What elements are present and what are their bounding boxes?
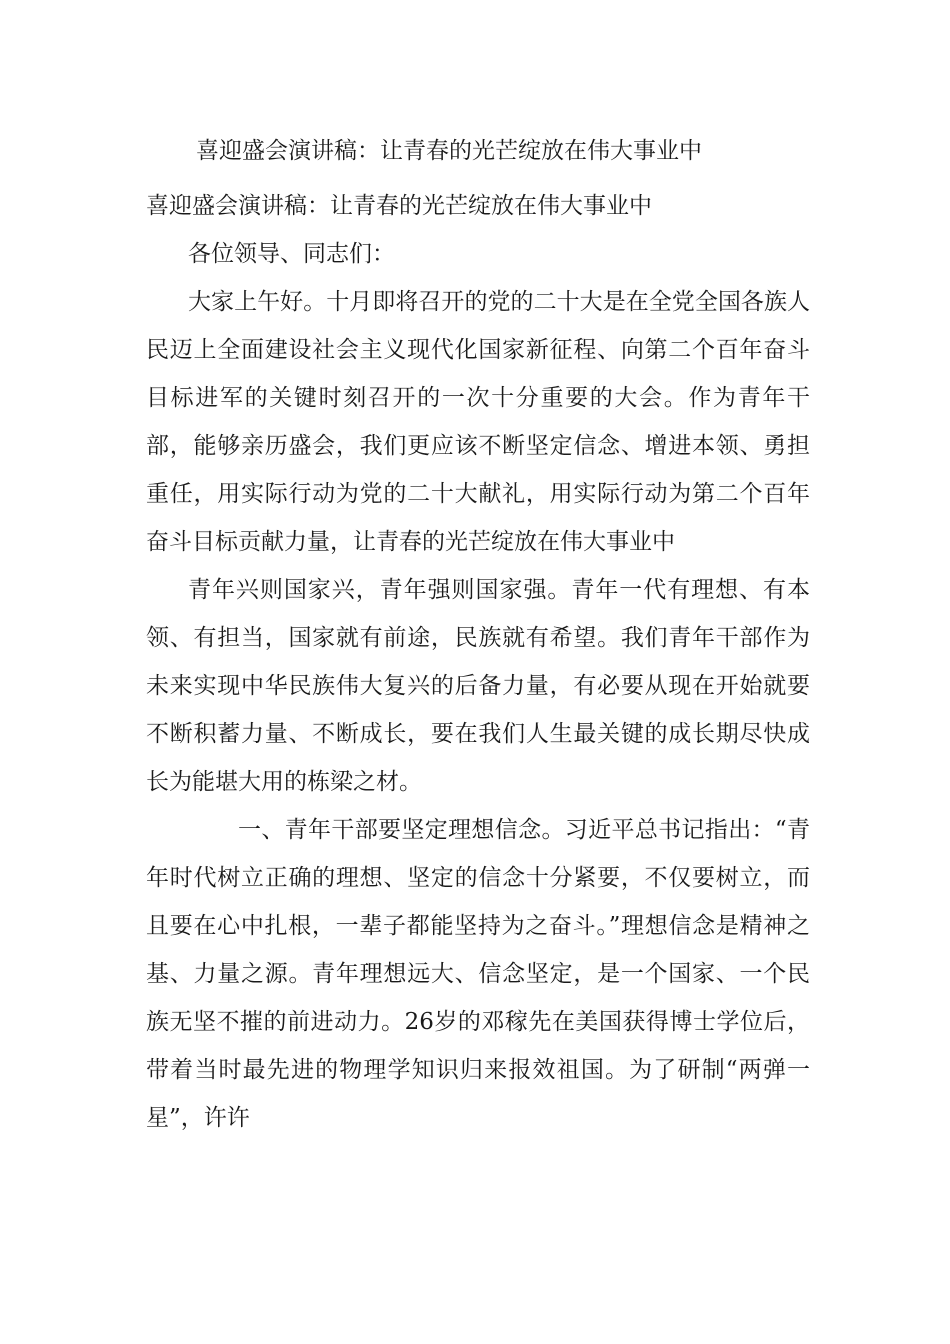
body-paragraph: 大家上午好。十月即将召开的党的二十大是在全党全国各族人民迈上全面建设社会主义现代化国家新征程、向第二个百年奋斗目标进军的关键时刻召开的一次十分重要的大会。作为青年干部，能够亲历盛会，我们更应该不断坚定信念、增进本领、勇担重任，用实际行动为党的二十大献礼，用实际行动为第二个百年奋斗目标贡献力量，让青春的光芒绽放在伟大事业中	[146, 289, 810, 555]
document-heading: 喜迎盛会演讲稿：让青春的光芒绽放在伟大事业中	[196, 138, 702, 164]
body-paragraph: 青年兴则国家兴，青年强则国家强。青年一代有理想、有本领、有担当，国家就有前途，民族就有希望。我们青年干部作为未来实现中华民族伟大复兴的后备力量，有必要从现在开始就要不断积蓄力量、不断成长，要在我们人生最关键的成长期尽快成长为能堪大用的栋梁之材。	[146, 577, 810, 795]
document-body	[146, 182, 810, 1142]
body-paragraph: 一、青年干部要坚定理想信念。习近平总书记指出：“青年时代树立正确的理想、坚定的信念十分紧要，不仅要树立，而且要在心中扎根，一辈子都能坚持为之奋斗。”理想信念是精神之基、力量之源。青年理想远大、信念坚定，是一个国家、一个民族无坚不摧的前进动力。26岁的邓稼先在美国获得博士学位后，带着当时最先进的物理学知识归来报效祖国。为了研制“两弹一星”，许许	[146, 817, 810, 1131]
salutation-paragraph: 各位领导、同志们：	[188, 241, 395, 267]
document-subheading: 喜迎盛会演讲稿：让青春的光芒绽放在伟大事业中	[146, 193, 652, 219]
